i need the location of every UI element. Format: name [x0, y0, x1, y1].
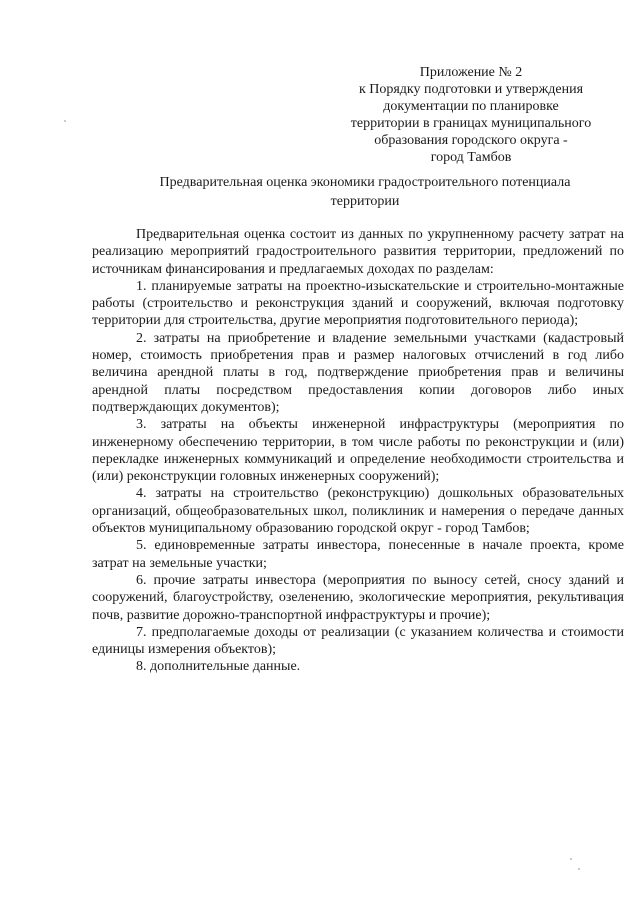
scan-speck [64, 120, 66, 122]
appendix-line: территории в границах муниципального [350, 116, 592, 131]
list-item: 3. затраты на объекты инженерной инфраструктуры (мероприятия по инженерному обеспечению территории, в том числе работы по реконструкции и (или) перекладке инженерных коммуникаций и определение необходимости строительства и (или) реконструкции головных инженерных сооружений); [92, 417, 624, 485]
appendix-header [340, 64, 602, 166]
list-item: 6. прочие затраты инвестора (мероприятия по выносу сетей, сносу зданий и сооружений, благоустройству, озеленению, экологические мероприятия, рекультивация почв, развитие дорожно-транспортной инфраструктуры и прочие); [92, 572, 624, 623]
title-line: территории [330, 194, 400, 209]
appendix-line: Приложение № 2 [419, 65, 523, 80]
list-item: 8. дополнительные данные. [136, 659, 301, 675]
list-item: 7. предполагаемые доходы от реализации (с указанием количества и стоимости единицы измерения объектов); [92, 624, 624, 658]
list-item: 1. планируемые затраты на проектно-изыскательские и строительно-монтажные работы (строительство и реконструкция зданий и сооружений, включая подготовку территории для строительства, другие мероприятия подготовительного периода); [92, 278, 624, 329]
appendix-line: к Порядку подготовки и утверждения [358, 82, 584, 97]
appendix-line: документации по планировке [383, 99, 559, 114]
document-title [90, 173, 640, 211]
list-item: 2. затраты на приобретение и владение земельными участками (кадастровый номер, стоимость приобретения прав и размер налоговых отчислений в год либо величина арендной платы в год, подтверждение приобретения прав и величины арендной платы посредством предоставления копии договоров либо иных подтверждающих документов); [92, 330, 624, 415]
list-item: 4. затраты на строительство (реконструкцию) дошкольных образовательных организаций, общеобразовательных школ, поликлиник и намерения о передаче данных объектов муниципальному образованию городской округ - город Тамбов; [92, 486, 624, 537]
appendix-line: образования городского округа - [374, 133, 568, 148]
document-body [92, 226, 624, 676]
appendix-line: город Тамбов [430, 150, 512, 165]
intro-paragraph: Предварительная оценка состоит из данных по укрупненному расчету затрат на реализацию мероприятий градостроительного развития территории, предложений по источникам финансирования и предлагаемых доходах по разделам: [92, 227, 624, 277]
scan-speck [578, 868, 580, 870]
list-item: 5. единовременные затраты инвестора, понесенные в начале проекта, кроме затрат на земельные участки; [92, 538, 624, 571]
scan-speck [570, 858, 572, 860]
title-line: Предварительная оценка экономики градостроительного потенциала [159, 175, 571, 190]
